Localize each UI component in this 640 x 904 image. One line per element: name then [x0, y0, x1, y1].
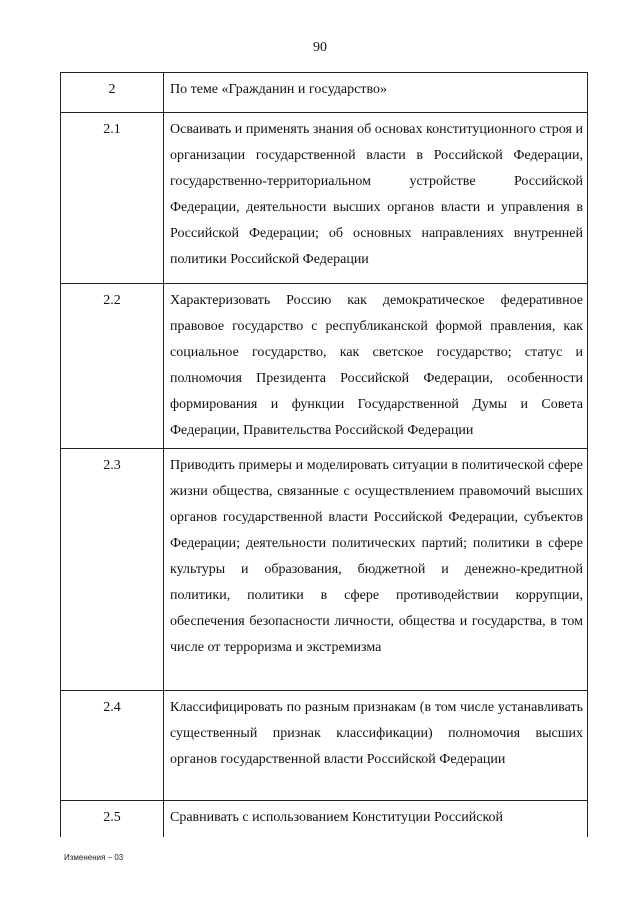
row-number: 2 — [61, 73, 164, 113]
row-text: По теме «Гражданин и государство» — [164, 73, 588, 113]
content-table — [60, 72, 588, 837]
table-row — [61, 801, 588, 837]
row-number: 2.5 — [61, 801, 164, 837]
table-row — [61, 449, 588, 691]
row-text: Характеризовать Россию как демократическое федеративное правовое государство с республиканской формой правления, как социальное государство, как светское государство; статус и полномочия Президента Российской Федерации, особенности формирования и функции Государственной Думы и Совета Федерации, Правительства Российской Федерации — [164, 284, 588, 449]
row-text: Сравнивать с использованием Конституции Российской — [164, 801, 588, 837]
footer-note: Изменения – 03 — [64, 853, 124, 862]
row-text: Классифицировать по разным признакам (в том числе устанавливать существенный признак классификации) полномочия высших органов государственной власти Российской Федерации — [164, 691, 588, 801]
table-row — [61, 284, 588, 449]
table-row — [61, 73, 588, 113]
table-row — [61, 691, 588, 801]
row-number: 2.1 — [61, 113, 164, 284]
page-number: 90 — [313, 40, 327, 55]
row-text: Приводить примеры и моделировать ситуации в политической сфере жизни общества, связанные с осуществлением правомочий высших органов государственной власти Российской Федерации, субъектов Федерации; деятельности политических партий; политики в сфере культуры и образования, бюджетной и денежно-кредитной политики, политики в сфере противодействии коррупции, обеспечения безопасности личности, общества и государства, в том числе от терроризма и экстремизма — [164, 449, 588, 691]
row-number: 2.4 — [61, 691, 164, 801]
row-text: Осваивать и применять знания об основах конституционного строя и организации государственной власти в Российской Федерации, государственно-территориальном устройстве Российской Федерации, деятельности высших органов власти и управления в Российской Федерации; об основных направлениях внутренней политики Российской Федерации — [164, 113, 588, 284]
table-row — [61, 113, 588, 284]
row-number: 2.2 — [61, 284, 164, 449]
row-number: 2.3 — [61, 449, 164, 691]
